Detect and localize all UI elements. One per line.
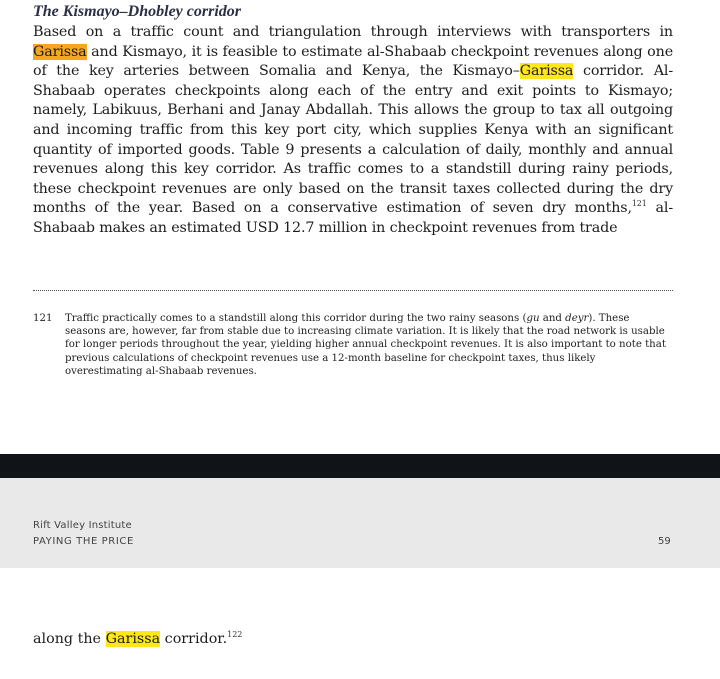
search-highlight: Garissa bbox=[33, 43, 87, 60]
section-title: The Kismayo–Dhobley corridor bbox=[33, 3, 241, 20]
footnote-121 bbox=[33, 312, 673, 378]
body-paragraph bbox=[33, 23, 673, 239]
text-run: ). These seasons are, however, far from stable due to increasing climate variation. It is likely that the road network is usable for longer periods throughout the year, yielding higher annual checkpoint revenues. It is also important to note that previous calculations of checkpoint revenues use a 12-month baseline for checkpoint taxes, thus likely overestimating al-Shabaab revenues. bbox=[65, 313, 666, 377]
text-run: Traffic practically comes to a standstill along this corridor during the two rainy seasons ( bbox=[65, 313, 527, 324]
footer-organization: Rift Valley Institute bbox=[33, 520, 132, 531]
footnote-number: 121 bbox=[33, 313, 53, 324]
text-run: al-Shabaab makes an estimated USD 12.7 million in checkpoint revenues from trade bbox=[33, 200, 673, 236]
text-run: along the bbox=[33, 631, 106, 647]
page-footer bbox=[0, 478, 720, 568]
page-number: 59 bbox=[658, 536, 671, 547]
footnote-reference: 121 bbox=[631, 199, 647, 209]
page-break-band bbox=[0, 454, 720, 478]
text-run: Based on a traffic count and triangulation through interviews with transporters in bbox=[33, 24, 673, 40]
text-run: corridor. bbox=[160, 631, 228, 647]
text-run: and Kismayo, it is feasible to estimate al-Shabaab checkpoint revenues along one of the key arteries between Somalia and Kenya, the Kismayo– bbox=[33, 43, 673, 80]
footnote-reference: 122 bbox=[227, 630, 243, 640]
text-run: and bbox=[539, 313, 566, 324]
search-highlight: Garissa bbox=[105, 631, 161, 647]
text-run: corridor. Al-Shabaab operates checkpoints along each of the entry and exit points to Kismayo; namely, Labikuus, Berhani and Janay Abdallah. This allows the group to tax all outgoing and incoming traffic from this key port city, which supplies Kenya with an significant quantity of imported goods. Table 9 presents a calculation of daily, monthly and annual revenues along this key corridor. As traffic comes to a standstill during rainy periods, these checkpoint revenues are only based on the transit taxes collected during the dry months of the year. Based on a conservative estimation of seven dry months, bbox=[33, 63, 674, 217]
footnote-text bbox=[65, 312, 673, 378]
italic-term: deyr bbox=[565, 313, 589, 324]
continuation-text bbox=[33, 631, 242, 647]
footer-publication-title: PAYING THE PRICE bbox=[33, 536, 134, 547]
italic-term: gu bbox=[526, 313, 540, 324]
footnote-separator bbox=[33, 290, 673, 291]
search-highlight: Garissa bbox=[519, 63, 574, 80]
